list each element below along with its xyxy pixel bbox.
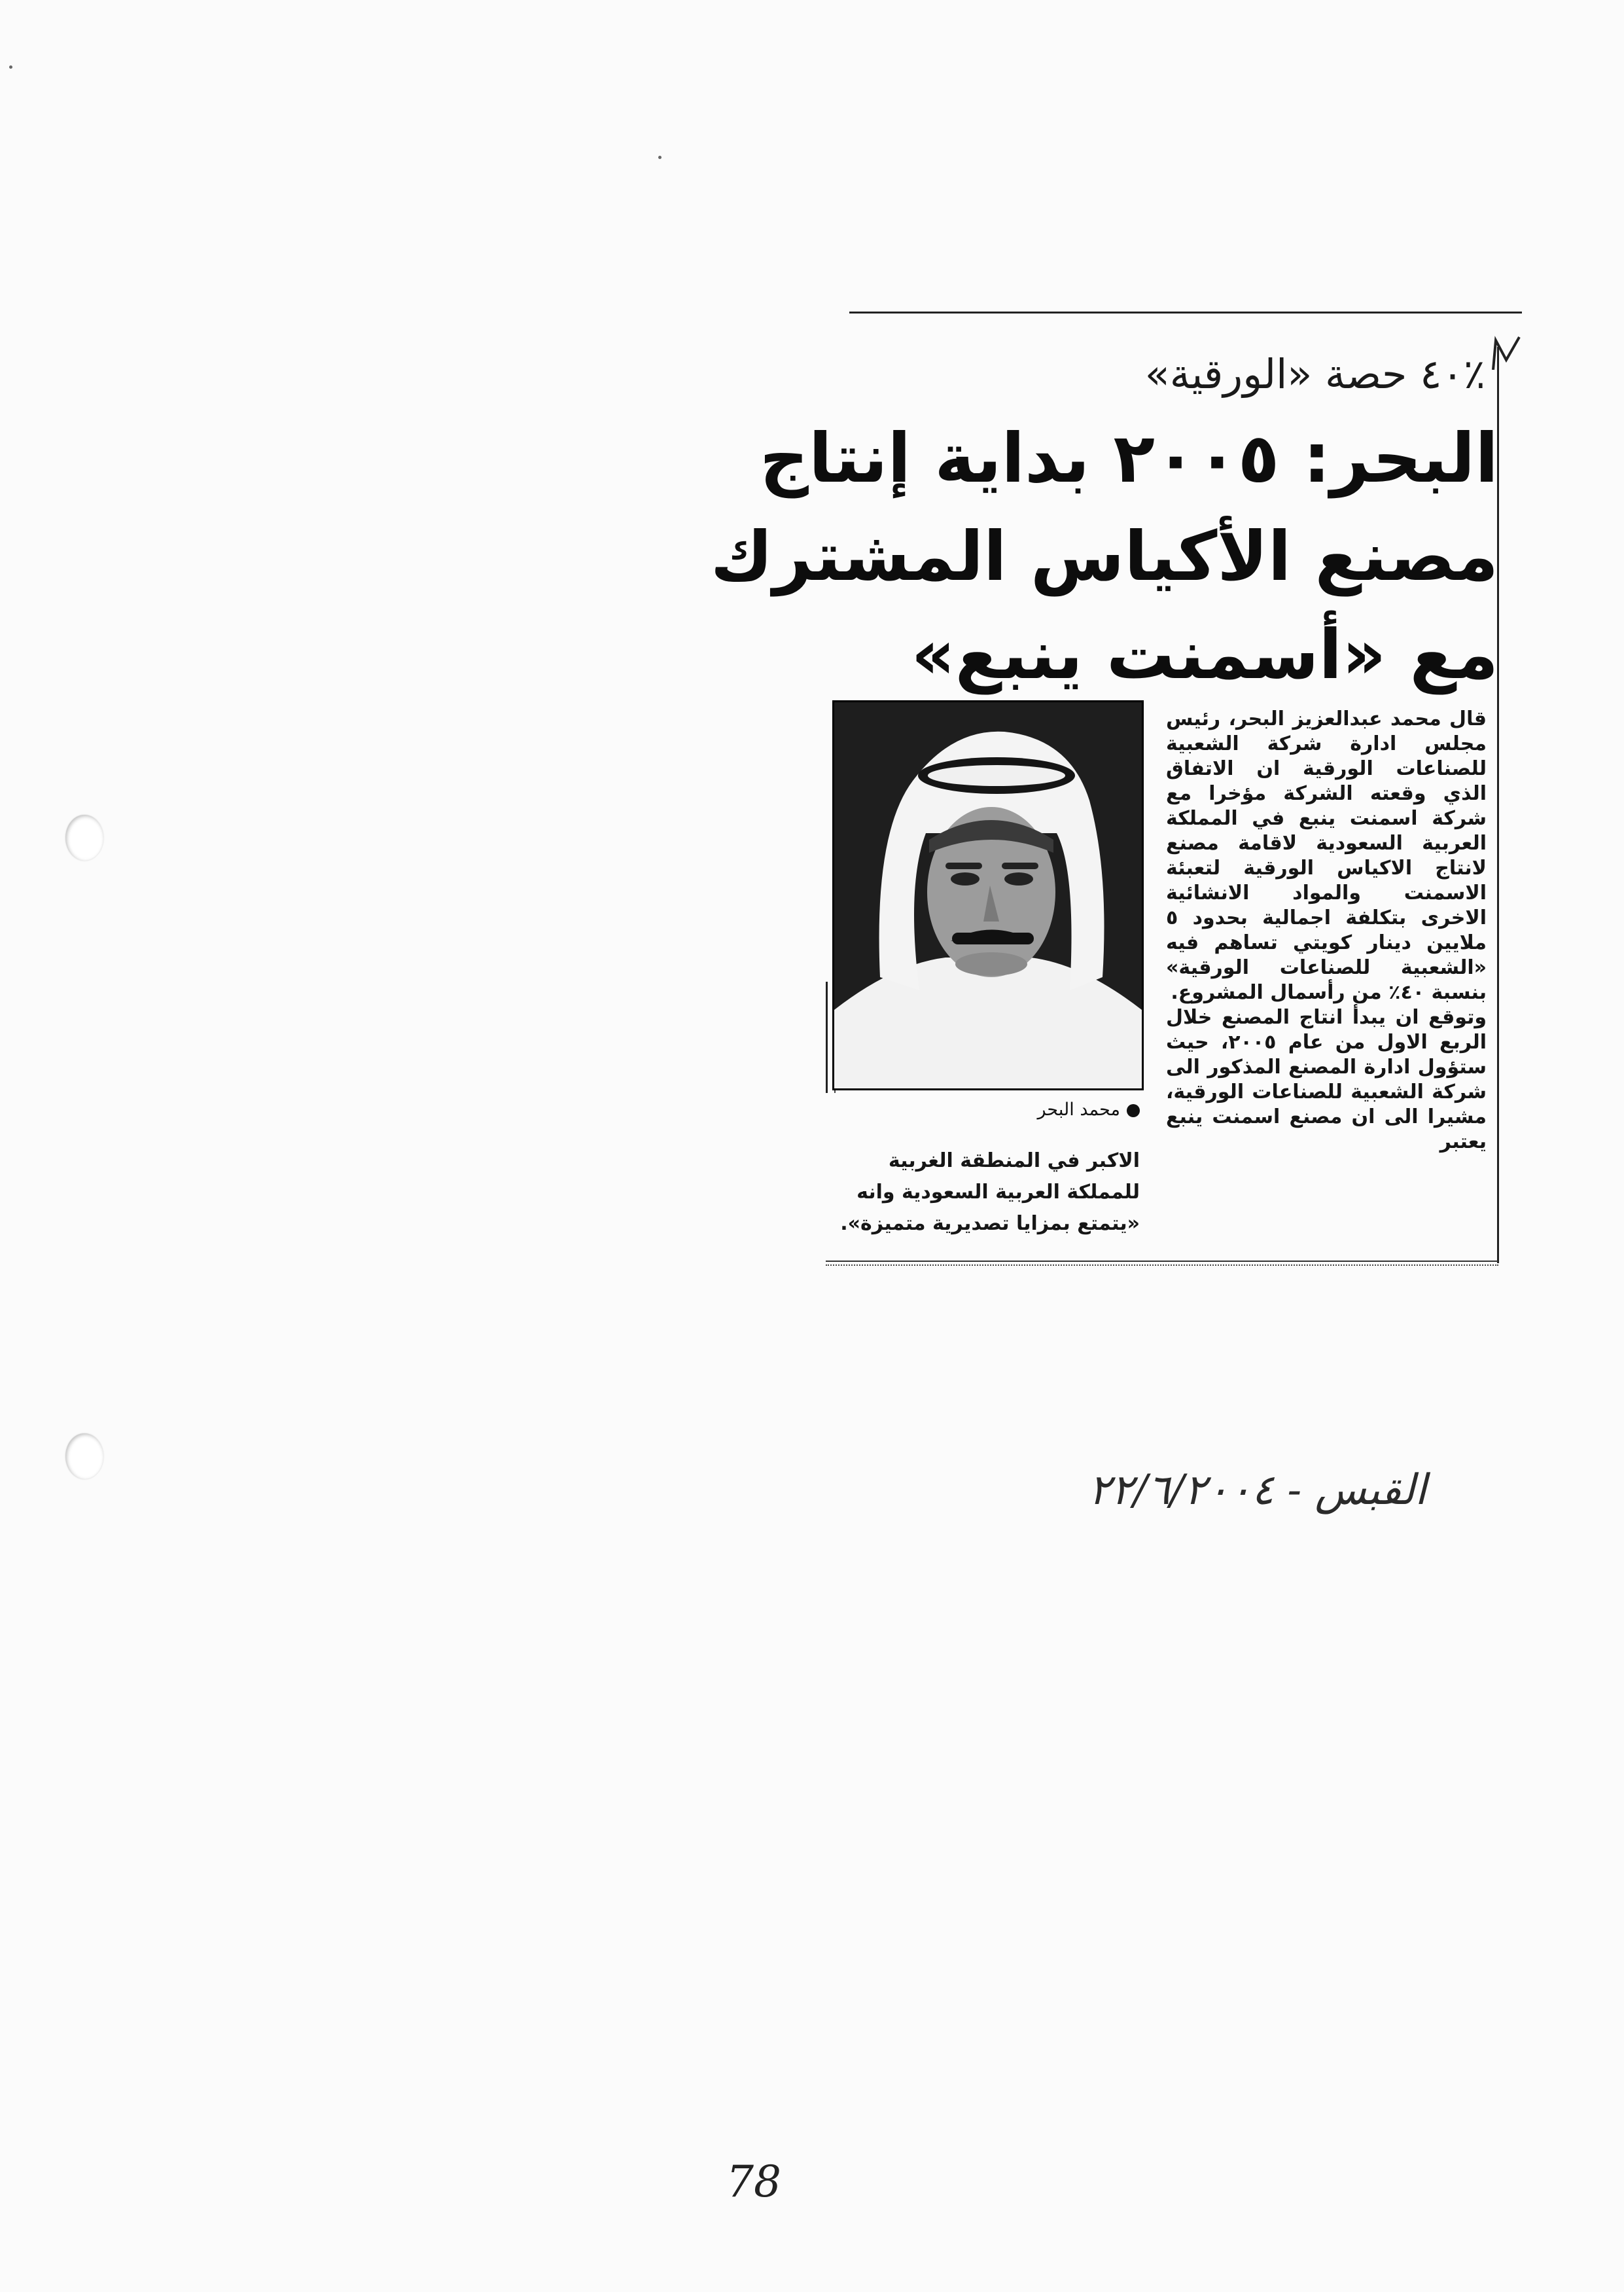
article-body (1166, 707, 1487, 1155)
clipping-bottom-rule (826, 1261, 1498, 1262)
article-headline (710, 409, 1498, 704)
photo-caption: محمد البحر (832, 1100, 1140, 1120)
headline-line-2: مصنع الأكياس المشترك (710, 516, 1498, 596)
headline-line-3: مع «أسمنت ينبع» (911, 615, 1498, 694)
clipping-bottom-dotted-rule (826, 1264, 1498, 1266)
punch-hole-bottom (65, 1433, 103, 1479)
hand-bracket-mark (1487, 334, 1526, 373)
paper-speck (658, 156, 662, 159)
newspaper-clipping (710, 295, 1525, 1286)
body-paragraph-2: وتوقع ان يبدأ انتاج المصنع خلال الربع الاول من عام ٢٠٠٥، حيث ستؤول ادارة المصنع المذكور الى شركة الشعبية للصناعات الورقية، مشيرا الى ان مصنع اسمنت ينبع يعتبر (1166, 1006, 1487, 1153)
article-kicker: ٪٤٠ حصة «الورقية» (1144, 350, 1485, 398)
caption-bullet (1127, 1104, 1140, 1117)
clipping-top-rule (849, 312, 1522, 313)
paper-speck (9, 65, 12, 69)
handwritten-source-date: القبس - ٢٢/٦/٢٠٠٤ (1088, 1466, 1426, 1514)
headline-line-1: البحر: ٢٠٠٥ بداية إنتاج (760, 418, 1498, 498)
article-continuation: الاكبر في المنطقة الغربية للمملكة العربية السعودية وانه «يتمتع بمزايا تصديرية متميزة». (840, 1149, 1140, 1235)
portrait-photo (832, 700, 1144, 1090)
body-paragraph-1: قال محمد عبدالعزيز البحر، رئيس مجلس ادارة شركة الشعبية للصناعات الورقية ان الاتفاق الذي وقعته الشركة مؤخرا مع شركة اسمنت ينبع في المملكة العربية السعودية لاقامة مصنع لانتاج الاكياس الورقية لتعبئة الاسمنت والمواد الانشائية الاخرى بتكلفة اجمالية بحدود ٥ ملايين دينار كويتي تساهم فيه «الشعبية للصناعات الورقية» بنسبة ٤٠٪ من رأسمال المشروع. (1166, 707, 1487, 1004)
page-number: 78 (726, 2157, 781, 2207)
punch-hole-top (65, 815, 103, 861)
